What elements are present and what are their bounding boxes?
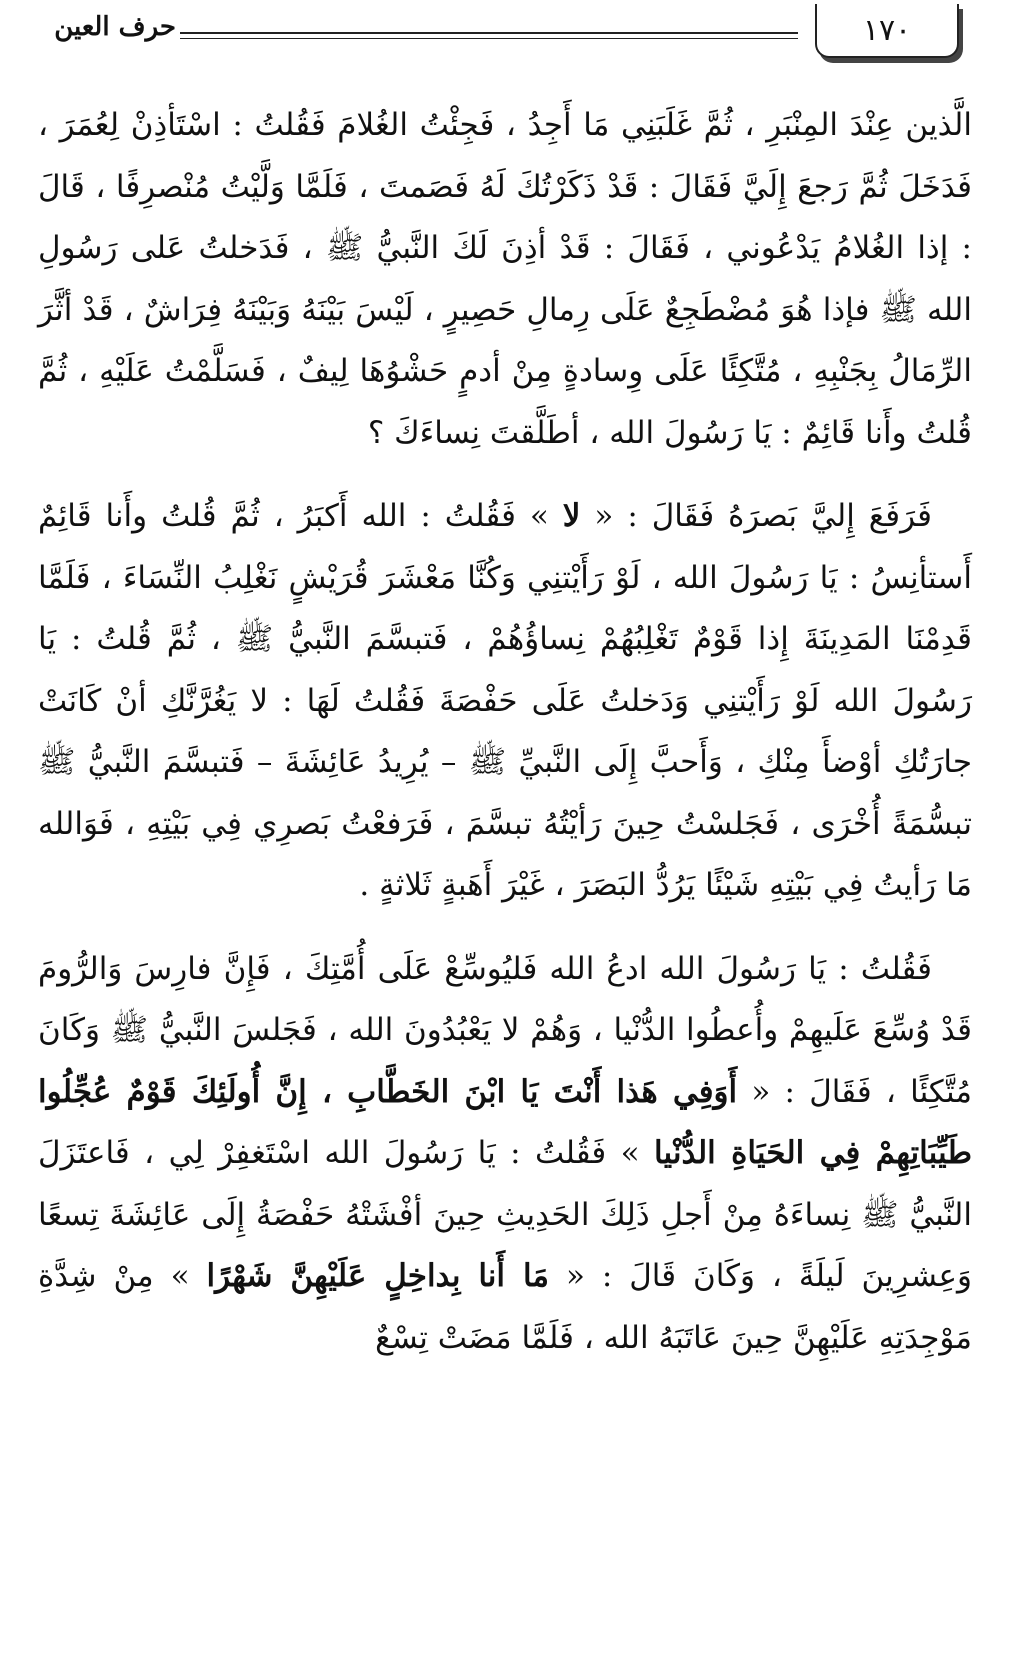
page-body — [38, 95, 972, 1369]
text-segment: » فَقُلتُ : يَا رَسُولَ الله اسْتَغفِرْ لِي ، فَاعتَزَلَ النَّبيُّ ﷺ نِساءَهُ مِنْ أَجلِ ذَلِكَ الحَدِيثِ حِينَ أفْشَتْهُ حَفْصَةُ إِلَى عَائِشَةَ تِسعًا وَعِشرِينَ لَيلَةً ، وَكَانَ قَالَ : « — [38, 1135, 972, 1294]
page-header — [0, 0, 1010, 70]
chapter-title: حرف العين — [54, 12, 176, 42]
quoted-text-bold: أَوَفِي هَذا أَنْتَ يَا ابْنَ الخَطَّابِ ، إِنَّ أُولَئِكَ قَوْمٌ عُجِّلُوا طَيِّبَاتِهِمْ فِي الحَيَاةِ الدُّنْيا — [38, 1073, 973, 1171]
page-number: ١٧٠ — [862, 12, 912, 48]
paragraph-3 — [38, 939, 972, 1370]
paragraph-2 — [38, 486, 972, 917]
page-number-box — [815, 4, 959, 58]
quoted-text-bold: لا — [562, 498, 581, 534]
text-segment: فَرَفَعَ إِليَّ بَصرَهُ فَقَالَ : « — [580, 498, 933, 534]
paragraph-1 — [38, 95, 972, 464]
header-rule — [180, 32, 798, 34]
text-segment: » فَقُلتُ : الله أَكبَرُ ، ثُمَّ قُلتُ وأَنا قَائِمٌ أَستأنِسُ : يَا رَسُولَ الله ، لَوْ رَأَيْتنِي وَكُنَّا مَعْشَرَ قُرَيْشٍ نَغْلِبُ النِّسَاءَ ، فَلَمَّا قَدِمْنَا المَدِينَةَ إِذا قَوْمٌ تَغْلِبُهُمْ نِساؤُهُمْ ، فَتبسَّمَ النَّبيُّ ﷺ ، ثُمَّ قُلتُ : يَا رَسُولَ الله لَوْ رَأَيْتنِي وَدَخلتُ عَلَى حَفْصَةَ فَقُلتُ لَهَا : لا يَغُرَّنَّكِ أنْ كَانَتْ جارَتُكِ أوْضأَ مِنْكِ ، وَأَحبَّ إِلَى النَّبيِّ ﷺ – يُرِيدُ عَائِشَةَ – فَتبسَّمَ النَّبيُّ ﷺ تبسُّمَةً أُخْرَى ، فَجَلسْتُ حِينَ رَأيْتُهُ تبسَّمَ ، فَرَفعْتُ بَصرِي فِي بَيْتِهِ ، فَوَالله مَا رَأيتُ فِي بَيْتِهِ شَيْئًا يَرُدُّ البَصَرَ ، غَيْرَ أَهَبةٍ ثَلاثةٍ . — [38, 498, 972, 903]
text-segment: الَّذين عِنْدَ المِنْبَرِ ، ثُمَّ غَلَبَنِي مَا أَجِدُ ، فَجِئْتُ الغُلامَ فَقُلتُ : اسْتَأذِنْ لِعُمَرَ ، فَدَخَلَ ثُمَّ رَجعَ إِلَيَّ فَقَالَ : قَدْ ذَكَرْتُكَ لَهُ فَصَمتَ ، فَلَمَّا وَلَّيْتُ مُنْصرِفًا ، قَالَ : إذا الغُلامُ يَدْعُوني ، فَقَالَ : قَدْ أذِنَ لَكَ النَّبيُّ ﷺ ، فَدَخلتُ عَلى رَسُولِ الله ﷺ فإذا هُوَ مُضْطَجِعٌ عَلَى رِمالِ حَصِيرٍ ، لَيْسَ بَيْنَهُ وَبَيْنَهُ فِرَاشٌ ، قَدْ أثَّرَ الرِّمَالُ بِجَنْبِهِ ، مُتَّكِئًا عَلَى وِسادةٍ مِنْ أدمٍ حَشْوُهَا لِيفٌ ، فَسَلَّمْتُ عَلَيْهِ ، ثُمَّ قُلتُ وأَنا قَائِمٌ : يَا رَسُولَ الله ، أطَلَّقتَ نِساءَكَ ؟ — [38, 107, 972, 451]
quoted-text-bold: مَا أَنا بِداخِلٍ عَلَيْهِنَّ شَهْرًا — [206, 1258, 549, 1294]
text-segment: فَقُلتُ : يَا رَسُولَ الله ادعُ الله فَليُوسِّعْ عَلَى أُمَّتِكَ ، فَإِنَّ فارِسَ وَالرُّومَ قَدْ وُسِّعَ عَلَيهِمْ وأُعطُوا الدُّنْيا ، وَهُمْ لا يَعْبُدُونَ الله ، فَجَلسَ النَّبيُّ ﷺ وَكَانَ مُتَّكِئًا ، فَقَالَ : « — [38, 950, 972, 1110]
text-segment: » مِنْ شِدَّةِ مَوْجِدَتِهِ عَلَيْهِنَّ حِينَ عَاتَبَهُ الله ، فَلَمَّا مَضَتْ تِسْعٌ — [38, 1258, 972, 1356]
header-rule-thin — [180, 38, 798, 39]
